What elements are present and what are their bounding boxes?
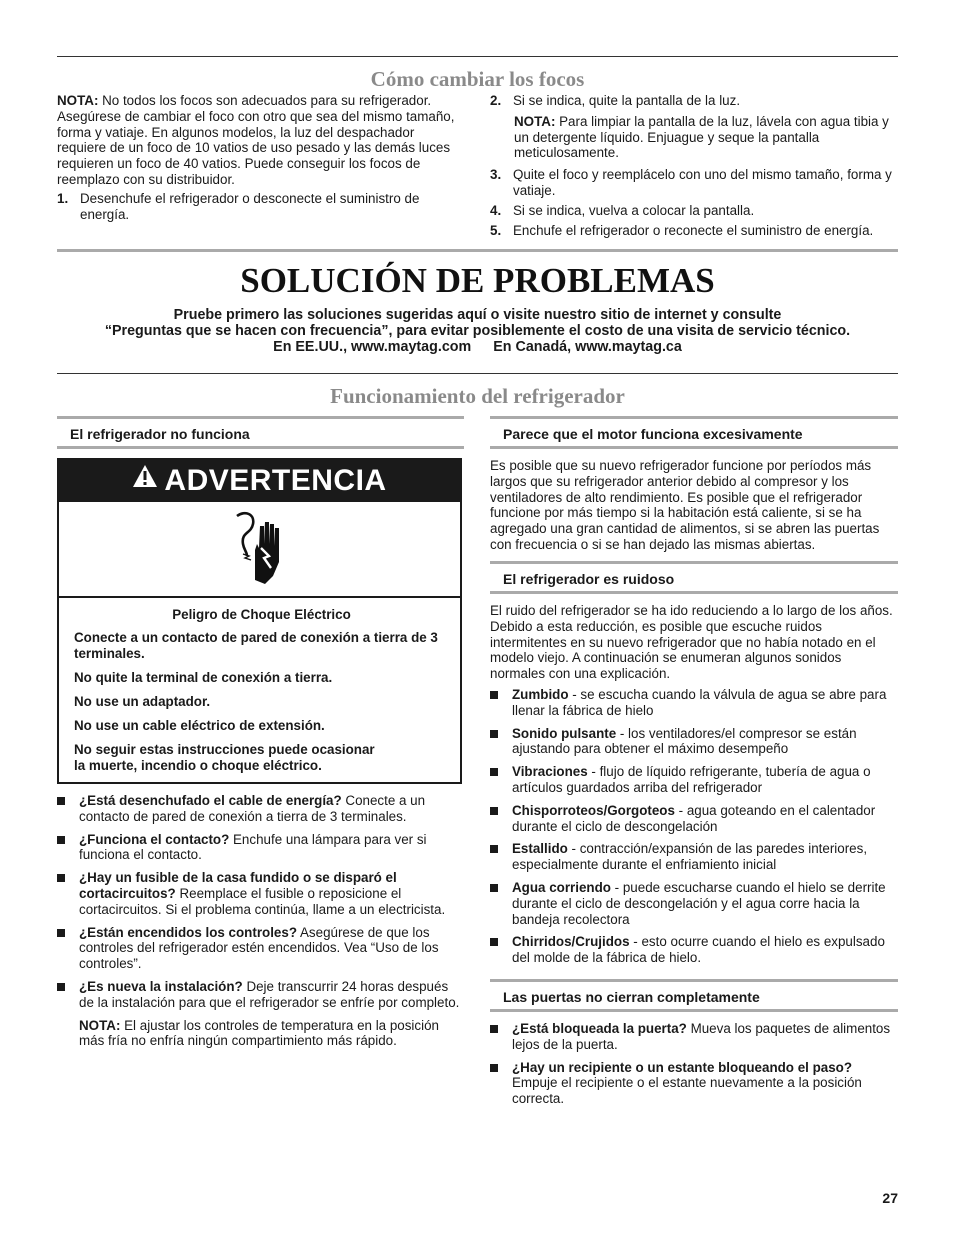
focos-title: Cómo cambiar los focos [370,67,585,91]
no-funciona-list [57,793,464,1049]
focos-nota: NOTA: No todos los focos son adecuados para su refrigerador. Asegúrese de cambiar el foco con otro que sea del mismo tamaño, forma y vatiaje. En algunos modelos, la luz del despachador requiere de un foco de 10 vatios de uso pesado y las demás luces requieren un foco de 40 vatios. Puede conseguir los focos de reemplazo con su distribuidor. [57,93,455,187]
list-item: ¿Funciona el contacto? Enchufe una lámpara para ver si funciona el contacto. [57,832,464,864]
warning-text [74,607,449,782]
ruidoso-section [490,603,898,966]
list-item: ¿Es nueva la instalación? Deje transcurrir 24 horas después de la instalación para que el refrigerador se enfríe por completo. [57,979,464,1011]
puertas-heading: Las puertas no cierran completamente [503,989,760,1005]
page-title: SOLUCIÓN DE PROBLEMAS [240,261,715,300]
list-item: ¿Hay un recipiente o un estante bloqueando el paso? Empuje el recipiente o el estante nuevamente a la posición correcta. [490,1060,898,1107]
warning-box [57,458,462,784]
focos-step-5: 5. Enchufe el refrigerador o reconecte el suministro de energía. [490,222,874,238]
no-funciona-nota: NOTA: El ajustar los controles de temperatura en la posición más fría no enfría ningún compartimiento más rápido. [79,1017,439,1049]
list-item: Chirridos/Crujidos - esto ocurre cuando el hielo es expulsado del molde de la fábrica de hielo. [490,934,898,966]
ruidoso-heading: El refrigerador es ruidoso [503,571,675,587]
section-rule [57,373,898,374]
warning-hazard: Peligro de Choque Eléctrico [172,607,351,622]
list-item: ¿Están encendidos los controles? Asegúrese de que los controles del refrigerador estén encendidos. Vea “Uso de los controles”. [57,925,464,972]
warning-line: No seguir estas instrucciones puede ocasionar la muerte, incendio o choque eléctrico. [74,742,375,774]
list-item: Estallido - contracción/expansión de las paredes interiores, especialmente durante el enfriamiento inicial [490,841,898,873]
focos-step-1: 1. Desenchufe el refrigerador o desconecte el suministro de energía. [57,190,420,222]
motor-heading: Parece que el motor funciona excesivamente [503,426,803,442]
no-funciona-heading: El refrigerador no funciona [70,426,250,442]
focos-left-column [57,93,462,222]
list-item: Vibraciones - flujo de líquido refrigerante, tubería de agua o artículos guardados arriba del refrigerador [490,764,898,796]
focos-step-2-nota: NOTA: Para limpiar la pantalla de la luz, lávela con agua tibia y un detergente líquido. Enjuague y seque la pantalla meticulosamente. [514,113,889,161]
title-rule [57,249,898,252]
warning-line: No use un adaptador. [74,693,211,709]
list-item: Chisporroteos/Gorgoteos - agua goteando en el calentador durante el ciclo de descongelación [490,803,898,835]
list-item: Agua corriendo - puede escucharse cuando el hielo se derrite durante el ciclo de descongelación y el agua corre hacia la bandeja recolectora [490,880,898,927]
puertas-list [490,1021,898,1107]
warning-line: No quite la terminal de conexión a tierra. [74,669,333,685]
warning-header: ADVERTENCIA [59,460,460,502]
electric-shock-hand-icon [233,510,293,592]
funcionamiento-title: Funcionamiento del refrigerador [330,384,625,408]
focos-step-3: 3. Quite el foco y reemplácelo con uno del mismo tamaño, forma y vatiaje. [490,167,892,198]
ruidoso-text: El ruido del refrigerador se ha ido reduciendo a lo largo de los años. Debido a esta reducción, es posible que escuche ruidos intermitentes en su nuevo refrigerador que no había notado en el modelo viejo. A continuación se enumeran algunos sonidos normales con una explicación. [490,603,893,682]
list-item: ¿Hay un fusible de la casa fundido o se disparó el cortacircuitos? Reemplace el fusible o reposicione el cortacircuitos. Si el problema continúa, llame a un electricista. [57,870,464,917]
list-item: Sonido pulsante - los ventiladores/el compresor se están ajustando para obtener el máximo desempeño [490,726,898,758]
list-item: ¿Está desenchufado el cable de energía? Conecte a un contacto de pared de conexión a tierra de 3 terminales. [57,793,464,825]
subhead-rule-bottom [57,446,464,449]
subhead-rule-top [57,416,464,419]
focos-step-4: 4. Si se indica, vuelva a colocar la pantalla. [490,202,755,218]
intro-text: Pruebe primero las soluciones sugeridas aquí o visite nuestro sitio de internet y consulte “Preguntas que se hacen con frecuencia”, para evitar posiblemente el costo de una visita de servicio técnico. En EE.UU., www.maytag.com En Canadá, www.maytag.ca [104,307,851,355]
focos-step-2: 2. Si se indica, quite la pantalla de la luz. [490,93,741,108]
warning-line: Conecte a un contacto de pared de conexión a tierra de 3 terminales. [74,629,438,661]
list-item: Zumbido - se escucha cuando la válvula de agua se abre para llenar la fábrica de hielo [490,687,898,719]
warning-line: No use un cable eléctrico de extensión. [74,718,325,734]
page-number: 27 [882,1190,898,1206]
warning-triangle-icon [132,458,158,500]
top-rule [57,56,898,57]
list-item: ¿Está bloqueada la puerta? Mueva los paquetes de alimentos lejos de la puerta. [490,1021,898,1053]
focos-right-column [490,93,898,238]
motor-text: Es posible que su nuevo refrigerador funcione por períodos más largos que su refrigerador anterior debido al compresor y los ventiladores de alto rendimiento. Es posible que el refrigerador funcione por más tiempo si la habitación está caliente, si se ha agregado una gran cantidad de alimentos, si se abren las puertas con frecuencia o si se han dejado las mismas abiertas. [490,458,880,552]
